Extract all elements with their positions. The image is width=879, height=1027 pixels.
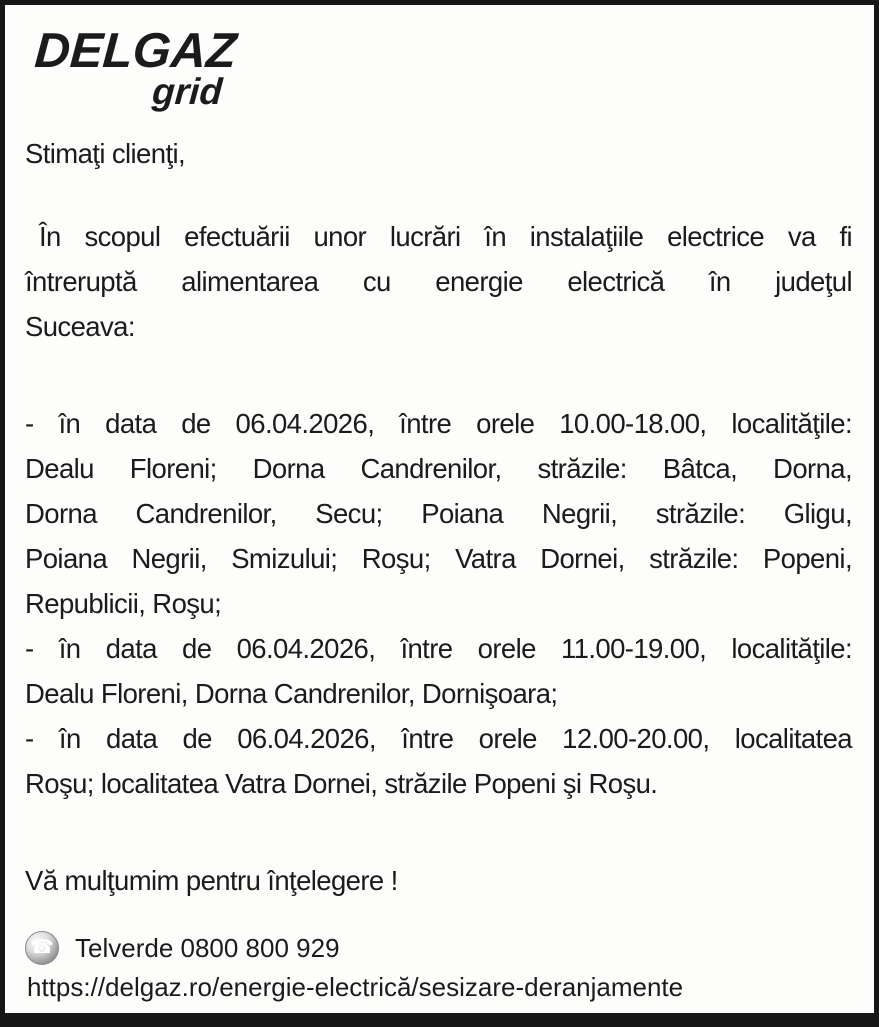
logo-sub-text: grid: [150, 71, 224, 112]
outage-line: Republicii, Roşu;: [25, 588, 222, 619]
outage-line: Poiana Negrii, Smizului; Roşu; Vatra Dornei, străzile: Popeni,: [25, 543, 852, 574]
intro-line: întreruptă alimentarea cu energie electrică în judeţul: [25, 266, 852, 297]
phone-icon: ☎: [25, 931, 59, 965]
salutation: Stimaţi clienţi,: [25, 138, 186, 169]
outage-line: - în data de 06.04.2026, între orele 10.00-18.00, localităţile:: [25, 408, 852, 439]
intro-line: Suceava:: [25, 311, 135, 342]
intro-paragraph: [25, 214, 852, 349]
outage-list: [25, 401, 852, 806]
phone-contact-row: [25, 929, 852, 967]
outage-line: Dealu Floreni, Dorna Candrenilor, Dornişoara;: [25, 678, 558, 709]
outage-line: Roşu; localitatea Vatra Dornei, străzile Popeni şi Roşu.: [25, 768, 658, 799]
outage-item-3: [25, 716, 852, 806]
intro-line: În scopul efectuării unor lucrări în instalaţiile electrice va fi: [39, 221, 852, 252]
website-url: https://delgaz.ro/energie-electrică/sesizare-deranjamente: [27, 972, 684, 1002]
delgaz-logo: [33, 25, 263, 111]
outage-line: Dorna Candrenilor, Secu; Poiana Negrii, străzile: Gligu,: [25, 498, 852, 529]
outage-item-2: [25, 626, 852, 716]
outage-item-1: [25, 401, 852, 626]
logo-brand-text: DELGAZ: [32, 24, 239, 78]
outage-line: - în data de 06.04.2026, între orele 11.00-19.00, localităţile:: [25, 633, 852, 664]
outage-line: Dealu Floreni; Dorna Candrenilor, străzile: Bâtca, Dorna,: [25, 453, 852, 484]
closing-message: Vă mulţumim pentru înţelegere !: [25, 865, 398, 896]
outage-line: - în data de 06.04.2026, între orele 12.00-20.00, localitatea: [25, 723, 852, 754]
phone-number-label: Telverde 0800 800 929: [75, 933, 340, 963]
